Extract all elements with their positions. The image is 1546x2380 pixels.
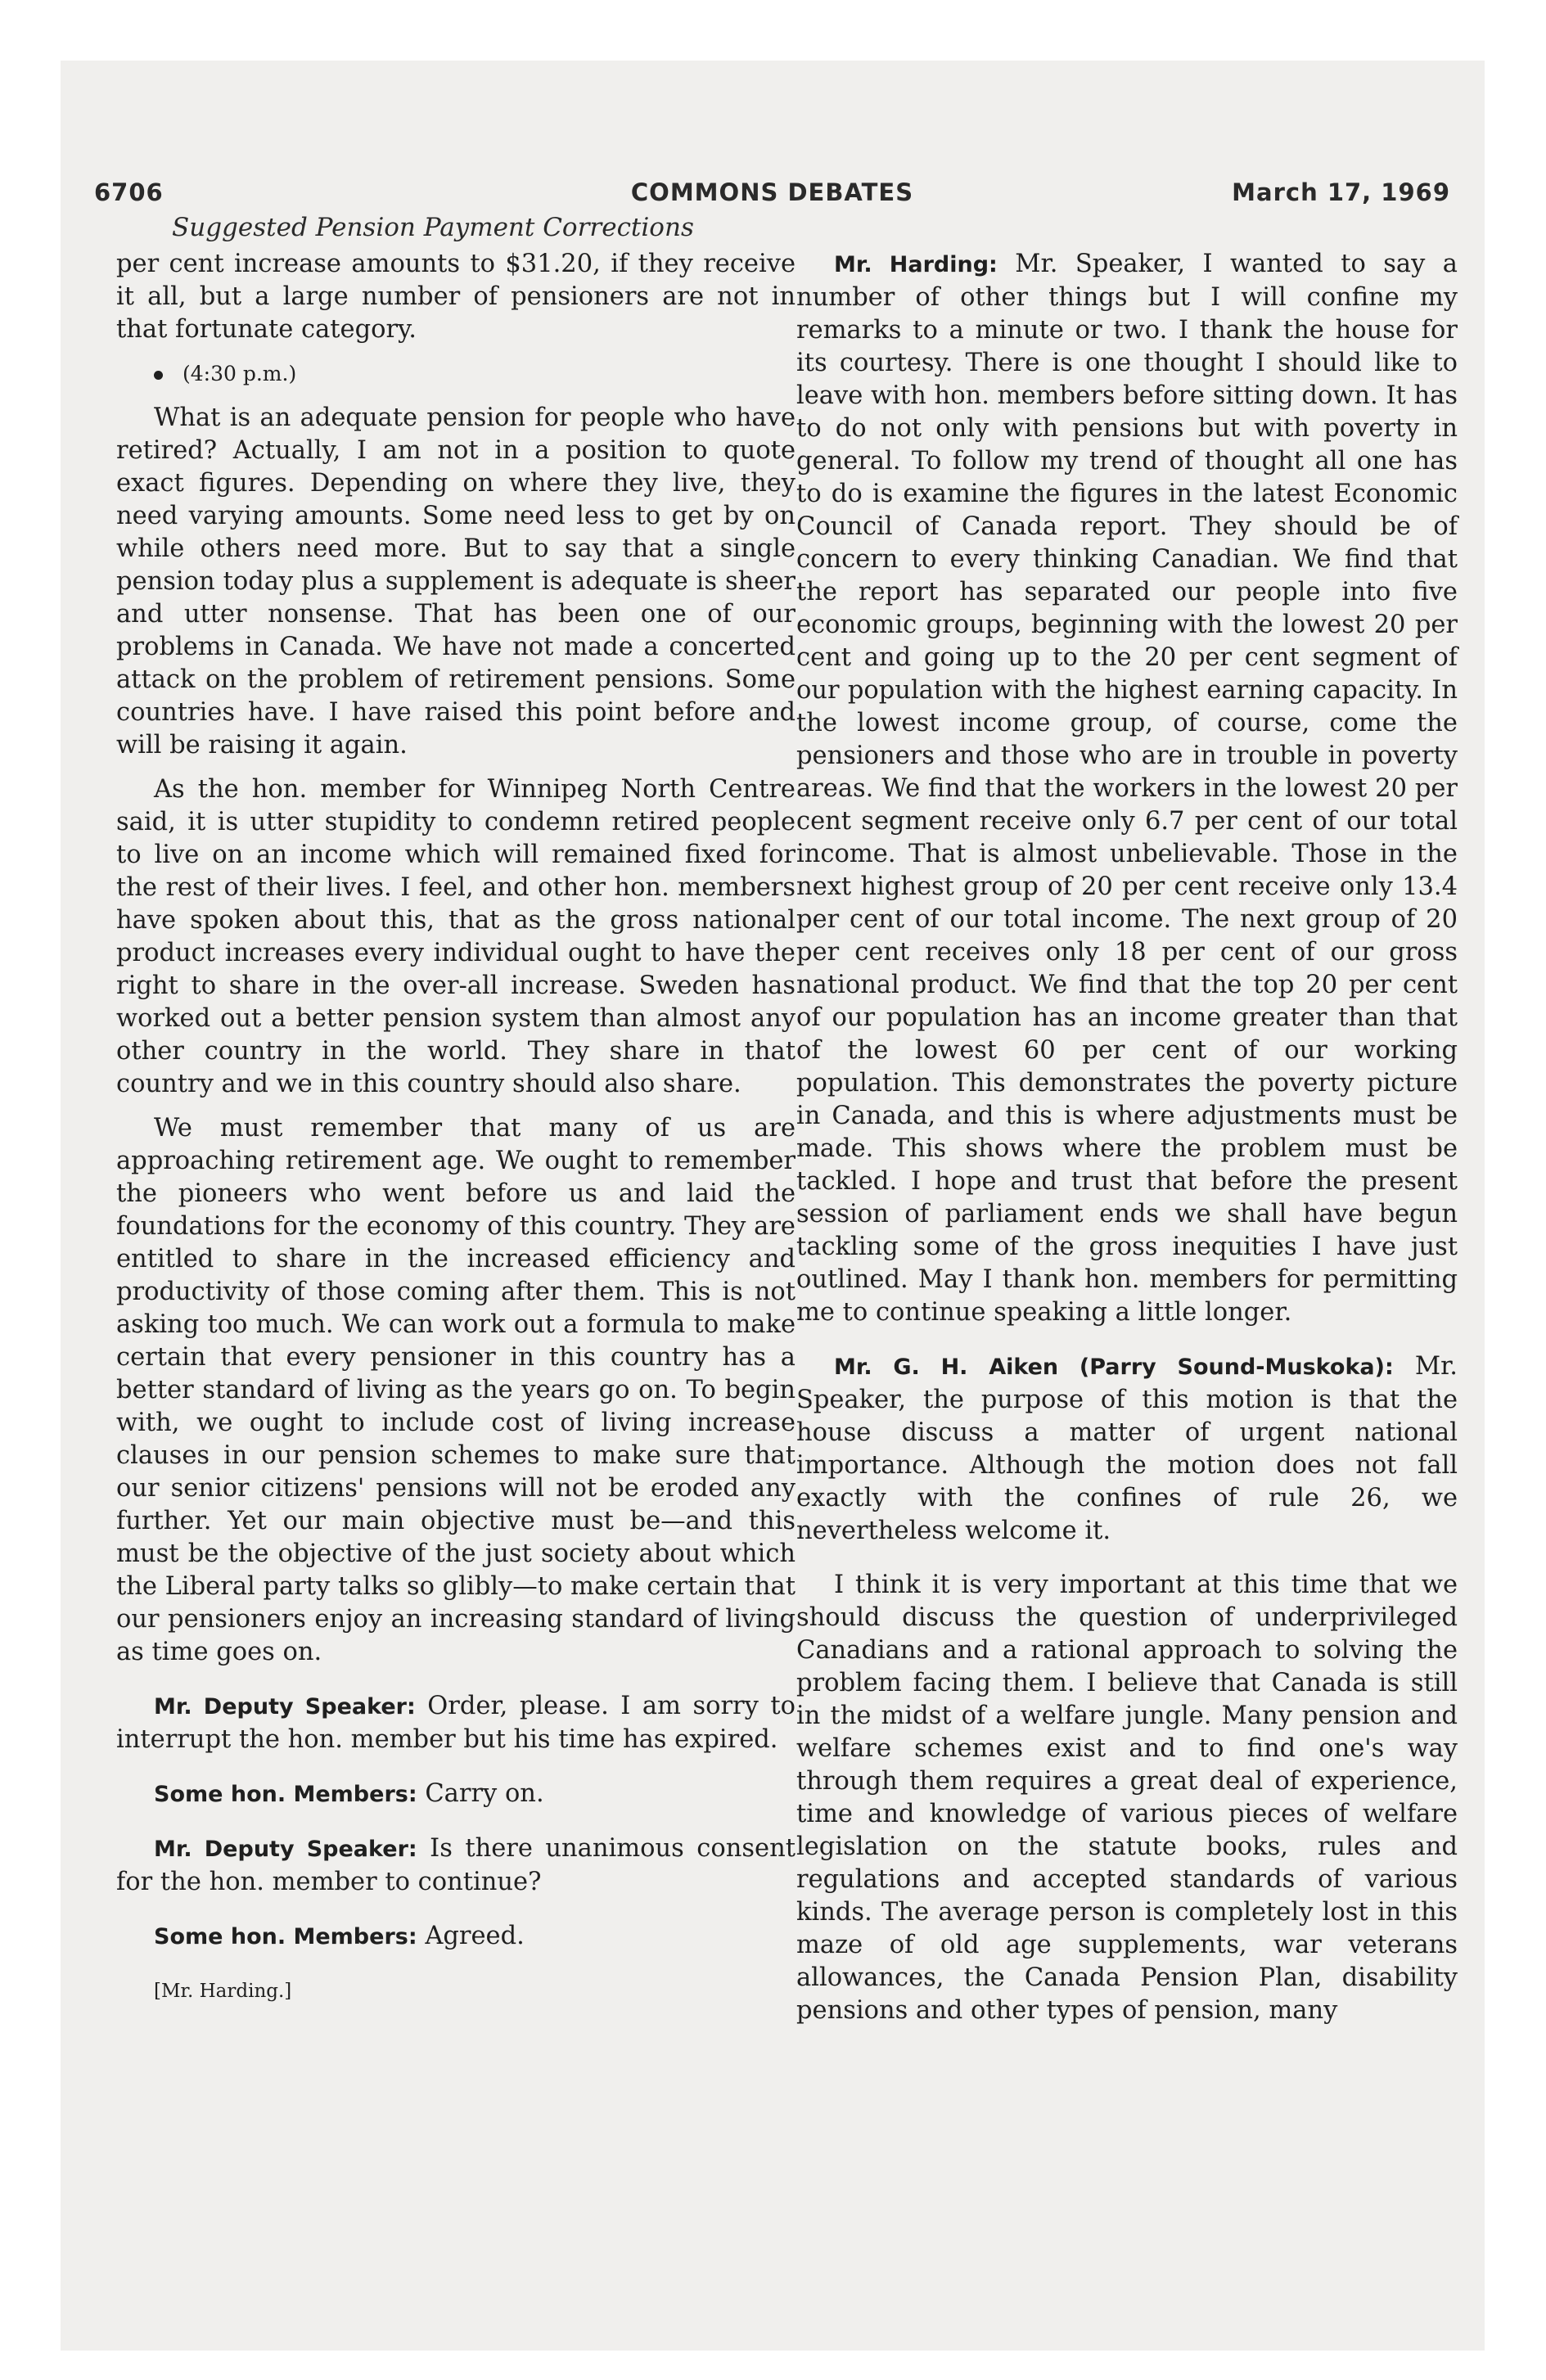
speaker-name: Some hon. Members: [154,1924,417,1950]
right-column [796,248,1458,2039]
speech-text: Order, please. I am sorry to interrupt the hon. member but his time has expired. [116,1692,796,1754]
timestamp-text: (4:30 p.m.) [183,362,297,385]
speaker-name: Mr. Deputy Speaker: [154,1837,417,1862]
speaker-name: Some hon. Members: [154,1782,417,1807]
publication-title: COMMONS DEBATES [630,178,914,206]
page-number: 6706 [94,178,164,206]
speech-text: Agreed. [425,1922,525,1950]
speaker-attribution: [Mr. Harding.] [154,1981,292,2002]
subject-heading: Suggested Pension Payment Corrections [172,213,694,242]
speech-text: Is there unanimous consent for the hon. member to continue? [116,1834,796,1896]
speech [116,1778,796,1811]
paragraph: As the hon. member for Winnipeg North Centre said, it is utter stupidity to condemn retired people to live on an income which will remained fixed for the rest of their lives. I feel, and other hon. members have spoken about this, that as the gross national product increases every individual ought to have the right to share in the over-all increase. Sweden has worked out a better pension system than almost any other country in the world. They share in that country and we in this country should also share. [116,775,796,1098]
speech [796,248,1458,1329]
speech-text: Carry on. [425,1779,544,1808]
paragraph: What is an adequate pension for people who have retired? Actually, I am not in a position to quote exact figures. Depending on where they live, they need varying amounts. Some need less to get by on while others need more. But to say that a single pension today plus a supplement is adequate is sheer and utter nonsense. That has been one of our problems in Canada. We have not made a concerted attack on the problem of retirement pensions. Some countries have. I have raised this point before and will be raising it again. [116,403,796,760]
speech [796,1350,1458,1548]
left-column [116,248,796,2019]
speech-text: Mr. Speaker, the purpose of this motion is that the house discuss a matter of urgent national importance. Although the motion does not fall exactly with the confines of rule 26, we nevertheless welcome it. [796,1352,1458,1545]
speech [116,1920,796,1954]
speech [116,1690,796,1756]
speaker-name: Mr. G. H. Aiken (Parry Sound-Muskoka): [834,1355,1394,1380]
bullet-icon [154,371,163,380]
publication-date: March 17, 1969 [1232,178,1450,206]
speech [116,1832,796,1899]
speaker-name: Mr. Deputy Speaker: [154,1694,416,1720]
paragraph: I think it is very important at this time that we should discuss the question of underprivileged Canadians and a rational approach to solving the problem facing them. I believe that Canada is still in the midst of a welfare jungle. Many pension and welfare schemes exist and to find one's way through them requires a great deal of experience, time and knowledge of various pieces of welfare legislation on the statute books, rules and regulations and accepted standards of various kinds. The average person is completely lost in this maze of old age supplements, war veterans allowances, the Canada Pension Plan, disability pensions and other types of pension, many [796,1571,1458,2025]
speaker-name: Mr. Harding: [834,252,998,277]
paragraph: We must remember that many of us are approaching retirement age. We ought to remember the pioneers who went before us and laid the foundations for the economy of this country. They are entitled to share in the increased efficiency and productivity of those coming after them. This is not asking too much. We can work out a formula to make certain that every pensioner in this country has a better standard of living as the years go on. To begin with, we ought to include cost of living increase clauses in our pension schemes to make sure that our senior citizens' pensions will not be eroded any further. Yet our main objective must be—and this must be the objective of the just society about which the Liberal party talks so glibly—to make certain that our pensioners enjoy an increasing standard of living as time goes on. [116,1114,796,1666]
timestamp [116,358,796,390]
page-header [94,178,1450,211]
speech-text: Mr. Speaker, I wanted to say a number of other things but I will confine my remarks to a minute or two. I thank the house for its courtesy. There is one thought I should like to leave with hon. members before sitting down. It has to do not only with pensions but with poverty in general. To follow my trend of thought all one has to do is examine the figures in the latest Economic Council of Canada report. They should be of concern to every thinking Canadian. We find that the report has separated our people into five economic groups, beginning with the lowest 20 per cent and going up to the 20 per cent segment of our population with the highest earning capacity. In the lowest income group, of course, come the pensioners and those who are in trouble in poverty areas. We find that the workers in the lowest 20 per cent segment receive only 6.7 per cent of our total income. That is almost unbelievable. Those in the next highest group of 20 per cent receive only 13.4 per cent of our total income. The next group of 20 per cent receives only 18 per cent of our gross national product. We find that the top 20 per cent of our population has an income greater than that of the lowest 60 per cent of our working population. This demonstrates the poverty picture in Canada, and this is where adjustments must be made. This shows where the problem must be tackled. I hope and trust that before the present session of parliament ends we shall have begun tackling some of the gross inequities I have just outlined. May I thank hon. members for permitting me to continue speaking a little longer. [796,250,1458,1327]
paragraph: per cent increase amounts to $31.20, if they receive it all, but a large number of pensioners are not in that fortunate category. [116,250,796,344]
